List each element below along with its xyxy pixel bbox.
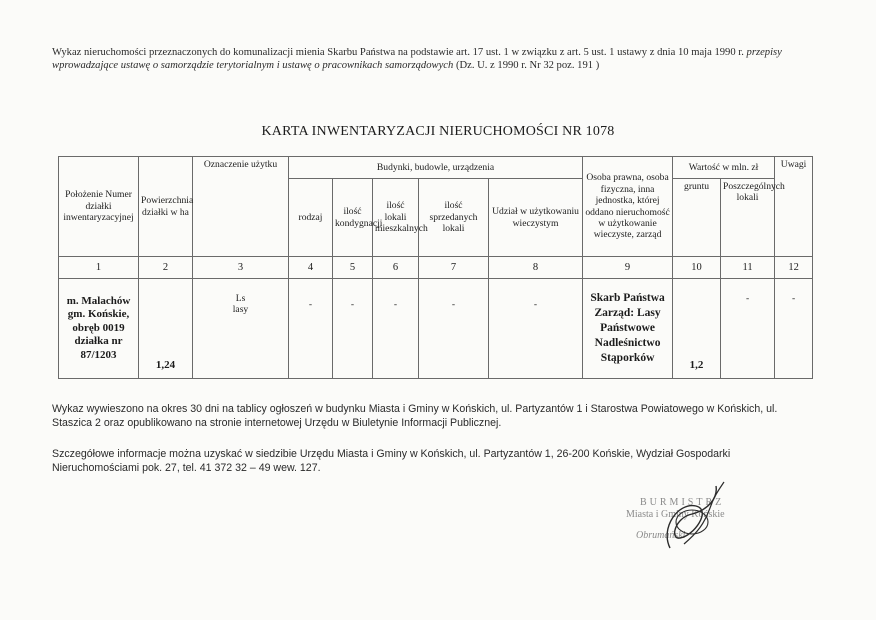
column-number: 1 (59, 257, 139, 279)
header-usage: Oznaczenie użytku (193, 157, 289, 257)
column-number: 10 (673, 257, 721, 279)
usage-name: lasy (232, 304, 249, 316)
cell-flats: - (373, 279, 419, 379)
cell-area: 1,24 (139, 279, 193, 379)
cell-remarks: - (775, 279, 813, 379)
cell-usage (193, 279, 289, 379)
column-number: 4 (289, 257, 333, 279)
intro-part-1: Wykaz nieruchomości przeznaczonych do komunalizacji mienia Skarbu Państwa na podstawie art. 17 ust. 1 w związku z art. 5 ust. 1 ustawy z dnia 10 maja 1990 r. (52, 47, 744, 58)
column-number: 3 (193, 257, 289, 279)
signature-name: Obrumański (636, 530, 686, 541)
footer-notice: Wykaz wywieszono na okres 30 dni na tablicy ogłoszeń w budynku Miasta i Gminy w Końskich, ul. Partyzantów 1 i Starostwa Powiatowego w Końskich, ul. Staszica 2 oraz opublikowano na stronie internetowej Urzędu w Biuletynie Informacji Publicznej. (52, 403, 778, 429)
signature-title: BURMISTRZ (640, 497, 725, 508)
cell-share: - (489, 279, 583, 379)
intro-paragraph (52, 46, 792, 72)
header-value-group: Wartość w mln. zł (673, 157, 775, 179)
header-flats: ilość lokali mieszkalnych (373, 179, 419, 257)
column-number: 7 (419, 257, 489, 279)
column-number: 12 (775, 257, 813, 279)
column-number: 9 (583, 257, 673, 279)
inventory-table (58, 156, 813, 379)
column-number: 8 (489, 257, 583, 279)
header-remarks: Uwagi (775, 157, 813, 257)
intro-part-2: przepisy wprowadzające ustawę o samorządzie terytorialnym i ustawę o pracownikach samorządowych (52, 47, 782, 72)
column-number: 6 (373, 257, 419, 279)
table-row (59, 279, 813, 379)
column-number: 11 (721, 257, 775, 279)
cell-location: m. Malachów gm. Końskie, obręb 0019 działka nr 87/1203 (59, 279, 139, 379)
footer-contact: Szczegółowe informacje można uzyskać w siedzibie Urzędu Miasta i Gminy w Końskich, ul. Partyzantów 1, 26-200 Końskie, Wydział Gospodarki Nieruchomościami pok. 27, tel. 41 372 32 – 49 wew. 127. (52, 448, 731, 474)
signature-office: Miasta i Gminy Końskie (626, 509, 725, 520)
column-numbers-row (59, 257, 813, 279)
cell-separate-value: - (721, 279, 775, 379)
header-area: Powierzchnia działki w ha (139, 157, 193, 257)
signature-scribble-icon (600, 478, 800, 558)
header-storeys: ilość kondygnacji (333, 179, 373, 257)
header-buildings-group: Budynki, budowle, urządzenia (289, 157, 583, 179)
header-separate: Poszczególnych lokali (721, 179, 775, 257)
header-land: gruntu (673, 179, 721, 257)
header-kind: rodzaj (289, 179, 333, 257)
header-sold: ilość sprzedanych lokali (419, 179, 489, 257)
intro-part-3: (Dz. U. z 1990 r. Nr 32 poz. 191 ) (455, 60, 600, 72)
cell-entity: Skarb Państwa Zarząd: Lasy Państwowe Nadleśnictwo Stąporków (583, 279, 673, 379)
cell-land-value: 1,2 (673, 279, 721, 379)
cell-sold: - (419, 279, 489, 379)
usage-code: Ls (235, 293, 246, 304)
column-number: 5 (333, 257, 373, 279)
header-location: Położenie Numer działki inwentaryzacyjnej (59, 157, 139, 257)
document-title: KARTA INWENTARYZACJI NIERUCHOMOŚCI NR 1078 (261, 124, 615, 139)
header-share: Udział w użytkowaniu wieczystym (489, 179, 583, 257)
cell-kind: - (289, 279, 333, 379)
header-entity: Osoba prawna, osoba fizyczna, inna jednostka, której oddano nieruchomość w użytkowanie wieczyste, zarząd (583, 157, 673, 257)
cell-storeys: - (333, 279, 373, 379)
column-number: 2 (139, 257, 193, 279)
